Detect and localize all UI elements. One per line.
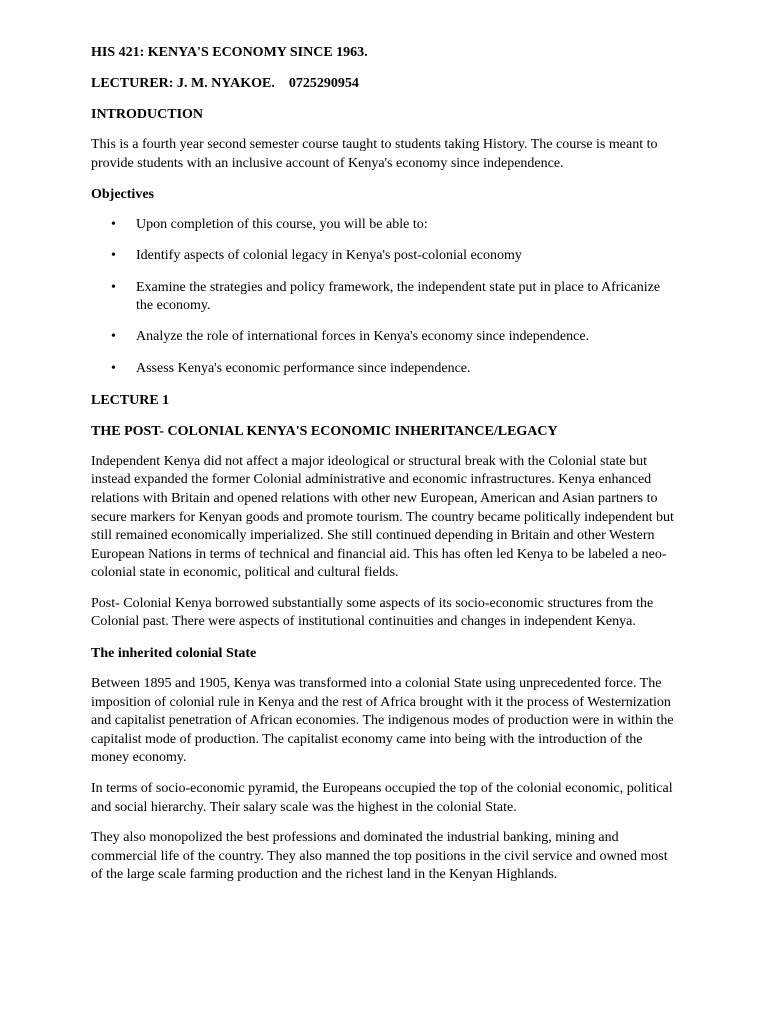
- objective-item: [91, 216, 680, 235]
- lecture-title: THE POST- COLONIAL KENYA'S ECONOMIC INHERITANCE/LEGACY: [91, 423, 558, 439]
- introduction-heading: INTRODUCTION: [91, 107, 204, 122]
- bullet-icon: •: [111, 360, 116, 376]
- lecturer-phone: 0725290954: [288, 76, 359, 91]
- objective-text: Examine the strategies and policy framework, the independent state put in place to Africanize the economy.: [136, 279, 661, 314]
- objective-item: [91, 360, 680, 379]
- objective-item: [91, 247, 680, 266]
- objective-text: Analyze the role of international forces in Kenya's economy since independence.: [136, 329, 590, 345]
- objectives-heading: Objectives: [91, 187, 154, 203]
- section-paragraph: In terms of socio-economic pyramid, the Europeans occupied the top of the colonial economic, political and social hierarchy. Their salary scale was the highest in the colonial State.: [91, 781, 673, 815]
- lecturer-line: [91, 74, 680, 93]
- lecturer-name: LECTURER: J. M. NYAKOE.: [91, 76, 275, 91]
- section-heading: The inherited colonial State: [91, 646, 257, 662]
- bullet-icon: •: [111, 217, 116, 233]
- lecture-heading: LECTURE 1: [91, 392, 170, 408]
- lecture-paragraph: Post- Colonial Kenya borrowed substantially some aspects of its socio-economic structures from the Colonial past. There were aspects of institutional continuities and changes in independent Kenya.: [91, 595, 654, 630]
- introduction-paragraph: This is a fourth year second semester course taught to students taking History. The course is meant to provide students with an inclusive account of Kenya's economy since independence.: [91, 137, 658, 171]
- bullet-icon: •: [111, 248, 116, 264]
- objective-item: [91, 279, 680, 316]
- bullet-icon: •: [111, 329, 116, 345]
- objective-text: Identify aspects of colonial legacy in Kenya's post-colonial economy: [136, 248, 522, 264]
- section-paragraph: Between 1895 and 1905, Kenya was transformed into a colonial State using unprecedented force. The imposition of colonial rule in Kenya and the rest of Africa brought with it the process of Westernization and capitalist penetration of African economies. The indigenous modes of production were in within the capitalist mode of production. The capitalist economy came into being with the introduction of the money economy.: [91, 676, 674, 766]
- lecture-paragraph: Independent Kenya did not affect a major ideological or structural break with the Colonial state but instead expanded the former Colonial administrative and economic infrastructures. Kenya enhanced relations with Britain and opened relations with other new European, American and Asian partners to secure markers for Kenyan goods and promote tourism. The country became politically independent but still remained economically imperialized. She still continued depending in Britain and other Western European Nations in terms of technical and financial aid. This has often led Kenya to be labeled a neo-colonial state in economic, political and cultural fields.: [91, 453, 674, 581]
- objectives-list: [91, 216, 680, 378]
- objective-item: [91, 328, 680, 347]
- objective-text: Upon completion of this course, you will be able to:: [136, 217, 428, 233]
- course-title: HIS 421: KENYA'S ECONOMY SINCE 1963.: [91, 45, 368, 60]
- bullet-icon: •: [111, 279, 116, 295]
- section-paragraph: They also monopolized the best professions and dominated the industrial banking, mining and commercial life of the country. They also manned the top positions in the civil service and owned most of the large scale farming production and the richest land in the Kenyan Highlands.: [91, 830, 668, 883]
- objective-text: Assess Kenya's economic performance since independence.: [136, 360, 471, 376]
